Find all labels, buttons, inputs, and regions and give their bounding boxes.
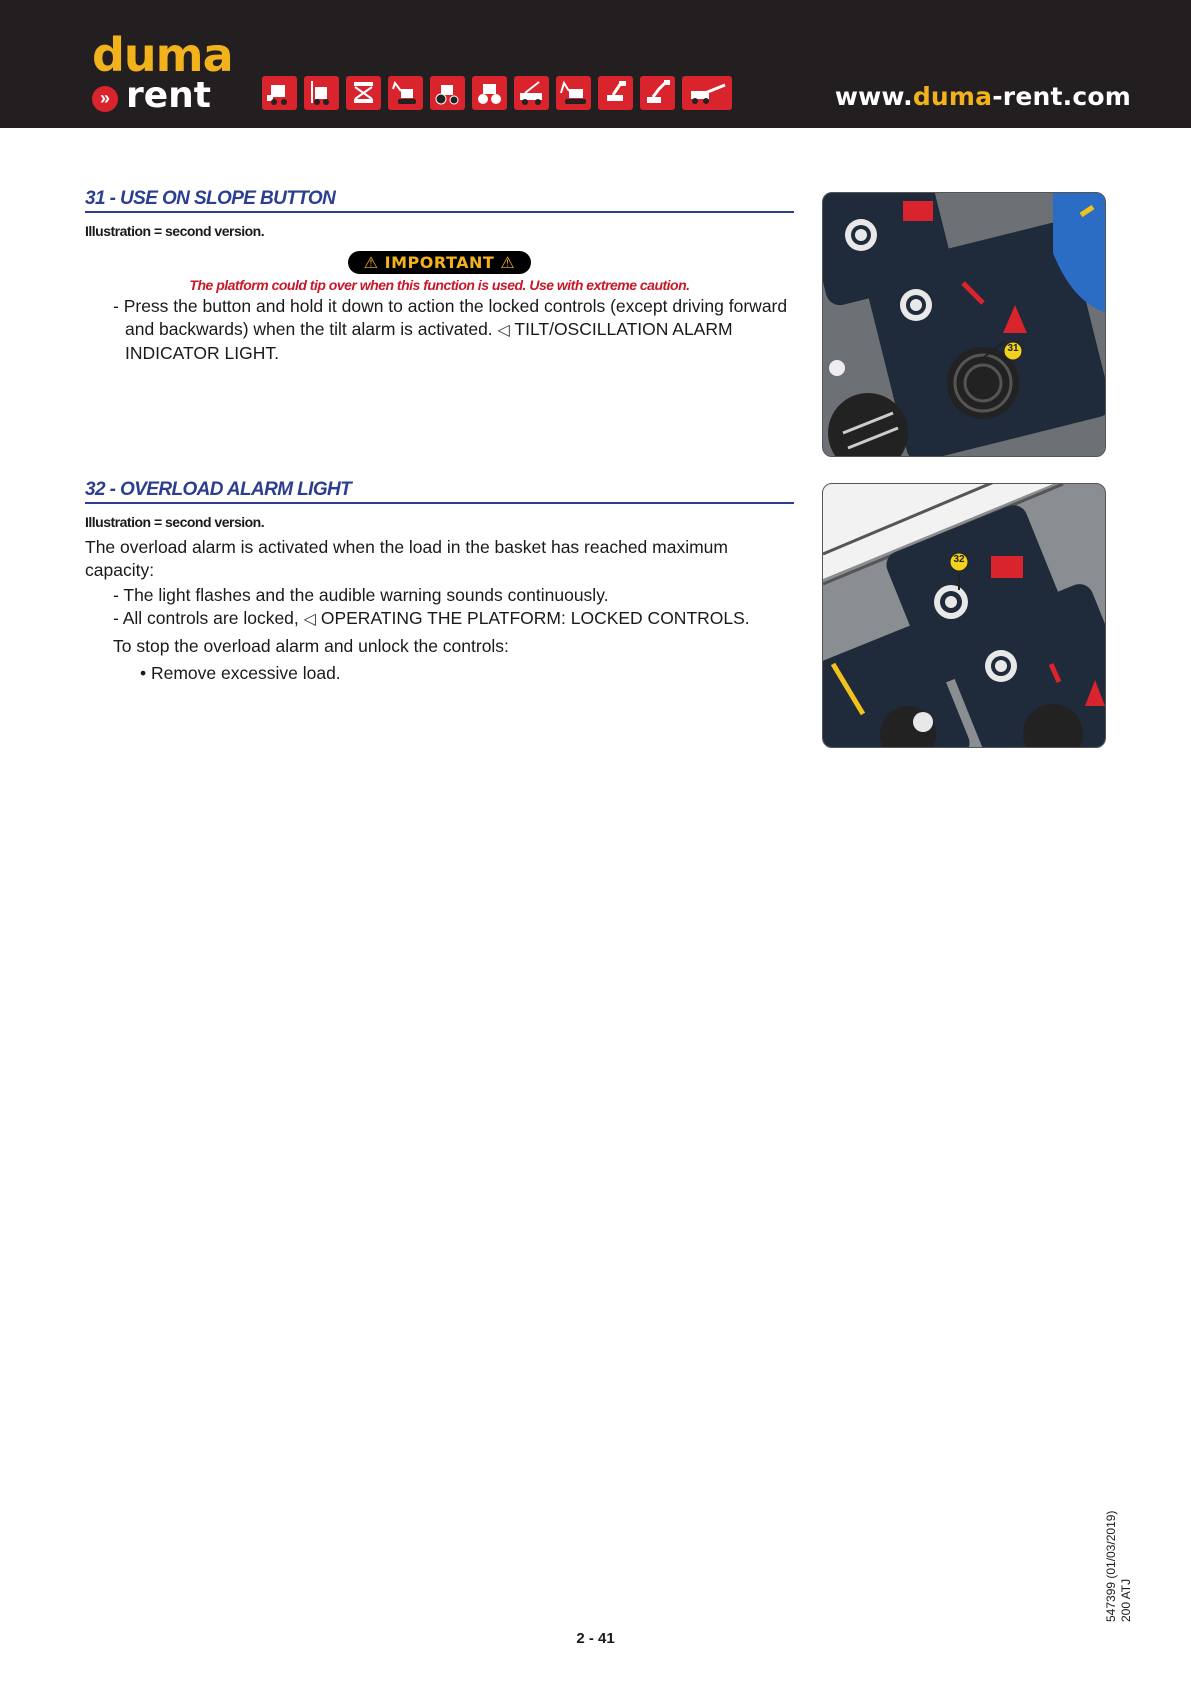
control-panel-photo-32 [822, 483, 1106, 748]
slope-button-instruction [97, 295, 794, 365]
doc-code-text: 547399 (01/03/2019) [1104, 1510, 1118, 1622]
tilt-alarm-reference[interactable]: TILT/OSCILLATION ALARM INDICATOR LIGHT. [125, 319, 733, 363]
overload-item-2-text: - All controls are locked, [113, 608, 299, 628]
control-panel-photo-31 [822, 192, 1106, 457]
website-url[interactable] [835, 82, 1131, 111]
logo-arrow-icon: » [92, 86, 118, 112]
remove-load-bullet: • Remove excessive load. [140, 663, 341, 683]
duma-rent-logo[interactable] [92, 28, 242, 116]
warning-triangle-icon: ⚠ [363, 253, 379, 272]
articulated-lift-icon [640, 76, 675, 110]
page-number: 2 - 41 [576, 1630, 615, 1647]
machine-icon-strip [262, 76, 732, 110]
telehandler-icon [682, 76, 732, 110]
section-32-title: 32 - OVERLOAD ALARM LIGHT [85, 479, 794, 504]
excavator-icon [556, 76, 591, 110]
scissor-lift-icon [346, 76, 381, 110]
logo-duma-text: duma [92, 28, 233, 82]
cross-reference-icon: ◁ [497, 322, 510, 339]
section-32 [85, 479, 794, 685]
forklift-icon [304, 76, 339, 110]
document-code [1104, 1511, 1134, 1622]
stop-alarm-text: To stop the overload alarm and unlock the controls: [113, 636, 509, 656]
section-31 [85, 188, 794, 365]
callout-32: 32 [953, 554, 965, 565]
warning-triangle-icon: ⚠ [500, 253, 516, 272]
important-label: IMPORTANT [384, 253, 495, 272]
overload-intro: The overload alarm is activated when the load in the basket has reached maximum capacity: [85, 537, 728, 580]
url-brand: duma [912, 82, 993, 111]
mini-excavator-icon [388, 76, 423, 110]
important-badge [348, 251, 532, 274]
locked-controls-reference[interactable]: OPERATING THE PLATFORM: LOCKED CONTROLS. [320, 608, 750, 628]
important-banner [85, 251, 794, 274]
logo-rent-text: rent [126, 75, 212, 116]
tip-over-warning: The platform could tip over when this function is used. Use with extreme caution. [189, 277, 690, 293]
overload-item-2 [113, 607, 794, 631]
overload-item-1: - The light flashes and the audible warning sounds continuously. [113, 585, 609, 605]
instruction-text: - Press the button and hold it down to action the locked controls (except driving forward and backwards) when the tilt alarm is activated. [113, 296, 788, 339]
section-31-title: 31 - USE ON SLOPE BUTTON [85, 188, 794, 213]
url-suffix: -rent.com [992, 82, 1131, 111]
section-31-illustration-note: Illustration = second version. [85, 223, 265, 239]
cross-reference-icon: ◁ [303, 611, 316, 628]
compactor-icon [472, 76, 507, 110]
model-text: 200 ATJ [1119, 1578, 1133, 1622]
callout-31: 31 [1007, 343, 1019, 354]
crane-truck-icon [514, 76, 549, 110]
url-prefix: www. [834, 82, 913, 111]
section-32-illustration-note: Illustration = second version. [85, 514, 265, 530]
skid-steer-icon [262, 76, 297, 110]
tractor-icon [430, 76, 465, 110]
page-header [0, 0, 1191, 128]
boom-lift-icon [598, 76, 633, 110]
